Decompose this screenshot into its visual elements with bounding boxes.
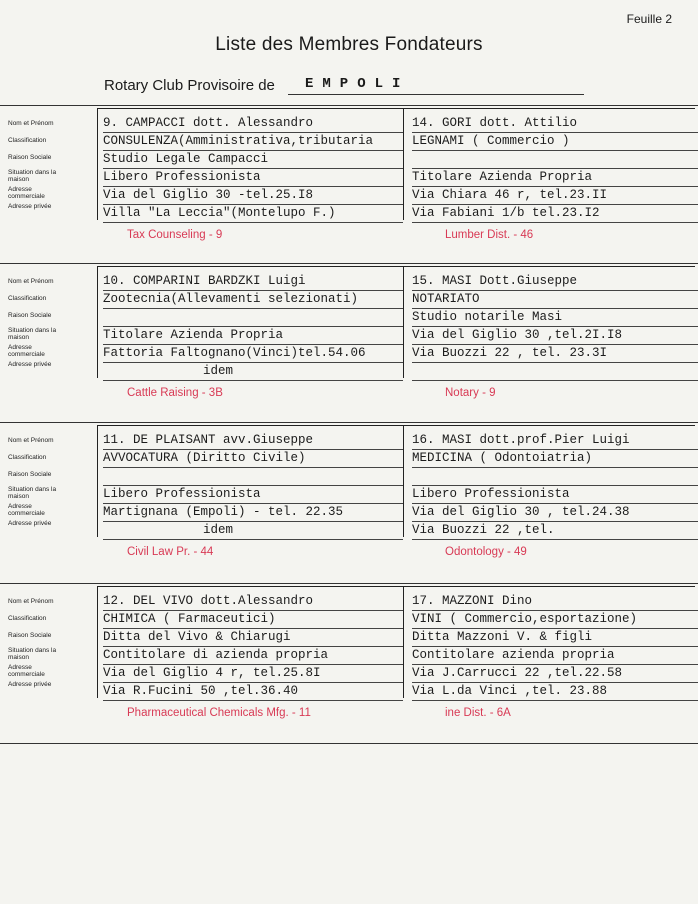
section-divider <box>0 583 698 584</box>
member-line: 15. MASI Dott.Giuseppe <box>412 274 578 288</box>
member-line: Libero Professionista <box>103 487 261 501</box>
underline <box>103 344 403 345</box>
member-line: Via del Giglio 4 r, tel.25.8I <box>103 666 321 680</box>
underline <box>412 485 698 486</box>
member-line: LEGNAMI ( Commercio ) <box>412 134 570 148</box>
member-line: Fattoria Faltognano(Vinci)tel.54.06 <box>103 346 366 360</box>
underline <box>103 503 403 504</box>
member-line: Libero Professionista <box>412 487 570 501</box>
member-line: AVVOCATURA (Diritto Civile) <box>103 451 306 465</box>
member-line: Via R.Fucini 50 ,tel.36.40 <box>103 684 299 698</box>
underline <box>412 646 698 647</box>
underline <box>103 700 403 701</box>
member-line: Via L.da Vinci ,tel. 23.88 <box>412 684 608 698</box>
member-line: Titolare Azienda Propria <box>412 170 593 184</box>
underline <box>103 628 403 629</box>
club-name: EMPOLI <box>305 76 410 92</box>
section-divider <box>0 105 698 106</box>
underline <box>103 682 403 683</box>
underline <box>103 521 403 522</box>
section-divider <box>0 263 698 264</box>
member-line: 11. DE PLAISANT avv.Giuseppe <box>103 433 314 447</box>
underline <box>412 290 698 291</box>
member-line: Villa "La Leccia"(Montelupo F.) <box>103 206 336 220</box>
column-bracket <box>403 266 404 378</box>
member-line: Ditta del Vivo & Chiarugi <box>103 630 291 644</box>
field-label: Nom et Prénom <box>8 278 54 285</box>
member-line: Via Chiara 46 r, tel.23.II <box>412 188 608 202</box>
underline <box>412 222 698 223</box>
field-label: Adresse privée <box>8 361 52 368</box>
member-line: Studio Legale Campacci <box>103 152 269 166</box>
underline <box>103 308 403 309</box>
column-bracket <box>97 586 98 698</box>
member-line: Via Buozzi 22 , tel. 23.3I <box>412 346 608 360</box>
underline <box>412 467 698 468</box>
club-underline <box>288 94 584 95</box>
underline <box>412 380 698 381</box>
english-classification-note: ine Dist. - 6A <box>445 707 511 719</box>
english-classification-note: Cattle Raising - 3B <box>127 387 223 399</box>
underline <box>412 449 698 450</box>
underline <box>103 290 403 291</box>
underline <box>412 682 698 683</box>
page-title: Liste des Membres Fondateurs <box>215 34 483 55</box>
column-bracket <box>97 108 98 220</box>
sheet-number: Feuille 2 <box>626 12 672 26</box>
section-divider <box>0 743 698 744</box>
member-line: NOTARIATO <box>412 292 480 306</box>
member-line: VINI ( Commercio,esportazione) <box>412 612 638 626</box>
column-bracket <box>97 266 98 378</box>
field-label: Situation dans la maison <box>8 647 57 661</box>
underline <box>103 132 403 133</box>
underline <box>412 664 698 665</box>
member-line: Via del Giglio 30 -tel.25.I8 <box>103 188 314 202</box>
member-line: idem <box>203 523 234 537</box>
member-line: Contitolare azienda propria <box>412 648 615 662</box>
field-label: Adresse commerciale <box>8 186 45 200</box>
underline <box>412 503 698 504</box>
member-line: Via Buozzi 22 ,tel. <box>412 523 555 537</box>
english-classification-note: Tax Counseling - 9 <box>127 229 223 241</box>
member-line: Ditta Mazzoni V. & figli <box>412 630 593 644</box>
member-line: 12. DEL VIVO dott.Alessandro <box>103 594 314 608</box>
underline <box>103 326 403 327</box>
column-top-line <box>97 425 403 426</box>
column-bracket <box>403 425 404 537</box>
field-label: Situation dans la maison <box>8 486 57 500</box>
column-top-line <box>403 266 695 267</box>
section-divider <box>0 422 698 423</box>
underline <box>412 150 698 151</box>
field-label: Adresse commerciale <box>8 664 45 678</box>
underline <box>103 646 403 647</box>
underline <box>103 380 403 381</box>
underline <box>103 186 403 187</box>
underline <box>412 308 698 309</box>
member-line: Contitolare di azienda propria <box>103 648 329 662</box>
field-label: Situation dans la maison <box>8 327 57 341</box>
english-classification-note: Civil Law Pr. - 44 <box>127 546 214 558</box>
underline <box>103 204 403 205</box>
field-label: Nom et Prénom <box>8 598 54 605</box>
column-top-line <box>403 108 695 109</box>
underline <box>103 485 403 486</box>
underline <box>412 344 698 345</box>
club-label: Rotary Club Provisoire de <box>104 77 275 94</box>
underline <box>412 326 698 327</box>
underline <box>103 362 403 363</box>
field-label: Raison Sociale <box>8 312 52 319</box>
member-line: Studio notarile Masi <box>412 310 563 324</box>
member-line: 14. GORI dott. Attilio <box>412 116 578 130</box>
english-classification-note: Notary - 9 <box>445 387 496 399</box>
underline <box>103 222 403 223</box>
member-line: 10. COMPARINI BARDZKI Luigi <box>103 274 306 288</box>
member-line: 16. MASI dott.prof.Pier Luigi <box>412 433 630 447</box>
column-top-line <box>403 586 695 587</box>
underline <box>412 362 698 363</box>
underline <box>412 204 698 205</box>
underline <box>103 539 403 540</box>
english-classification-note: Lumber Dist. - 46 <box>445 229 534 241</box>
underline <box>412 610 698 611</box>
field-label: Raison Sociale <box>8 632 52 639</box>
field-label: Adresse privée <box>8 203 52 210</box>
field-label: Nom et Prénom <box>8 437 54 444</box>
member-line: Via del Giglio 30 ,tel.2I.I8 <box>412 328 623 342</box>
underline <box>103 168 403 169</box>
english-classification-note: Pharmaceutical Chemicals Mfg. - 11 <box>127 707 311 719</box>
underline <box>412 539 698 540</box>
field-label: Situation dans la maison <box>8 169 57 183</box>
underline <box>103 150 403 151</box>
underline <box>412 700 698 701</box>
underline <box>103 467 403 468</box>
member-line: CHIMICA ( Farmaceutici) <box>103 612 276 626</box>
member-line: 17. MAZZONI Dino <box>412 594 533 608</box>
field-label: Adresse privée <box>8 681 52 688</box>
underline <box>412 628 698 629</box>
column-top-line <box>97 586 403 587</box>
member-line: Via del Giglio 30 , tel.24.38 <box>412 505 630 519</box>
field-label: Classification <box>8 615 47 622</box>
member-line: Via Fabiani 1/b tel.23.I2 <box>412 206 600 220</box>
underline <box>412 521 698 522</box>
underline <box>412 132 698 133</box>
column-bracket <box>403 108 404 220</box>
member-line: Via J.Carrucci 22 ,tel.22.58 <box>412 666 623 680</box>
column-top-line <box>97 108 403 109</box>
member-line: idem <box>203 364 234 378</box>
field-label: Adresse privée <box>8 520 52 527</box>
member-line: Martignana (Empoli) - tel. 22.35 <box>103 505 344 519</box>
member-line: 9. CAMPACCI dott. Alessandro <box>103 116 314 130</box>
field-label: Classification <box>8 137 47 144</box>
column-bracket <box>97 425 98 537</box>
field-label: Adresse commerciale <box>8 503 45 517</box>
column-top-line <box>97 266 403 267</box>
english-classification-note: Odontology - 49 <box>445 546 527 558</box>
column-top-line <box>403 425 695 426</box>
member-line: CONSULENZA(Amministrativa,tributaria <box>103 134 374 148</box>
field-label: Classification <box>8 454 47 461</box>
underline <box>412 186 698 187</box>
member-line: Zootecnia(Allevamenti selezionati) <box>103 292 359 306</box>
member-line: Titolare Azienda Propria <box>103 328 284 342</box>
underline <box>103 664 403 665</box>
field-label: Classification <box>8 295 47 302</box>
underline <box>103 610 403 611</box>
field-label: Raison Sociale <box>8 154 52 161</box>
field-label: Adresse commerciale <box>8 344 45 358</box>
field-label: Raison Sociale <box>8 471 52 478</box>
member-line: MEDICINA ( Odontoiatria) <box>412 451 593 465</box>
column-bracket <box>403 586 404 698</box>
field-label: Nom et Prénom <box>8 120 54 127</box>
underline <box>103 449 403 450</box>
underline <box>412 168 698 169</box>
member-line: Libero Professionista <box>103 170 261 184</box>
